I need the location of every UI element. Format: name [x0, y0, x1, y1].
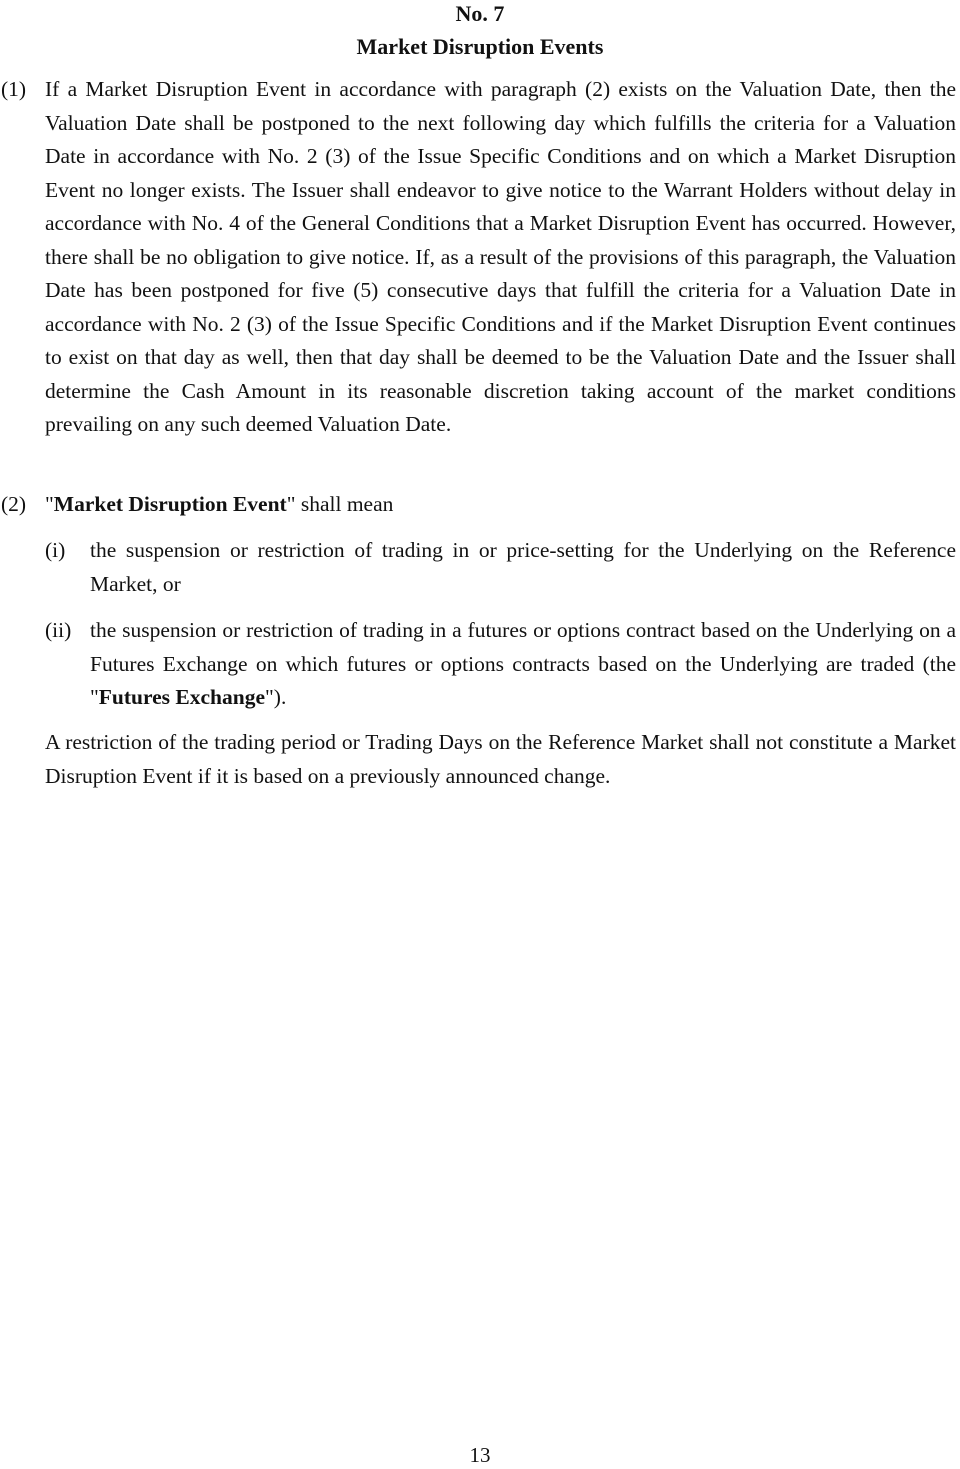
- paragraph-1-text: If a Market Disruption Event in accordance with paragraph (2) exists on the Valuation Date, then the Valuation Date shall be postponed to the next following day which fulfills the criteria for a Valuation Date in accordance with No. 2 (3) of the Issue Specific Conditions and on which a Market Disruption Event no longer exists. The Issuer shall endeavor to give notice to the Warrant Holders without delay in accordance with No. 4 of the General Conditions that a Market Disruption Event has occurred. However, there shall be no obligation to give notice. If, as a result of the provisions of this paragraph, the Valuation Date has been postponed for five (5) consecutive days that fulfill the criteria for a Valuation Date in accordance with No. 2 (3) of the Issue Specific Conditions and if the Market Disruption Event continues to exist on that day as well, then that day shall be deemed to be the Valuation Date and the Issuer shall determine the Cash Amount in its reasonable discretion taking account of the market conditions prevailing on any such deemed Valuation Date.: [45, 77, 956, 436]
- paragraph-2-rest: " shall mean: [286, 492, 394, 516]
- paragraph-1-number: (1): [1, 77, 27, 101]
- item-ii-number: (ii): [45, 618, 72, 642]
- section-number: No. 7: [455, 1, 505, 26]
- item-ii-body: the suspension or restriction of trading in a futures or options contract based on the Underlying on a Futures Exchange on which futures or options contracts based on the Underlying are traded (the ": [90, 618, 956, 709]
- item-i-number: (i): [45, 538, 66, 562]
- paragraph-2-number: (2): [1, 492, 27, 516]
- defined-term-market-disruption-event: Market Disruption Event: [53, 492, 287, 516]
- section-title: Market Disruption Events: [356, 34, 604, 59]
- quote-open: ": [45, 492, 54, 516]
- item-ii-end: ").: [265, 685, 287, 709]
- paragraph-2-text: [45, 488, 956, 522]
- closing-paragraph: A restriction of the trading period or Trading Days on the Reference Market shall not constitute a Market Disruption Event if it is based on a previously announced change.: [45, 730, 956, 788]
- item-i-text: the suspension or restriction of trading in or price-setting for the Underlying on the Reference Market, or: [90, 538, 956, 596]
- page-number: 13: [469, 1443, 491, 1467]
- defined-term-futures-exchange: Futures Exchange: [98, 685, 266, 709]
- item-ii-text: [90, 614, 956, 715]
